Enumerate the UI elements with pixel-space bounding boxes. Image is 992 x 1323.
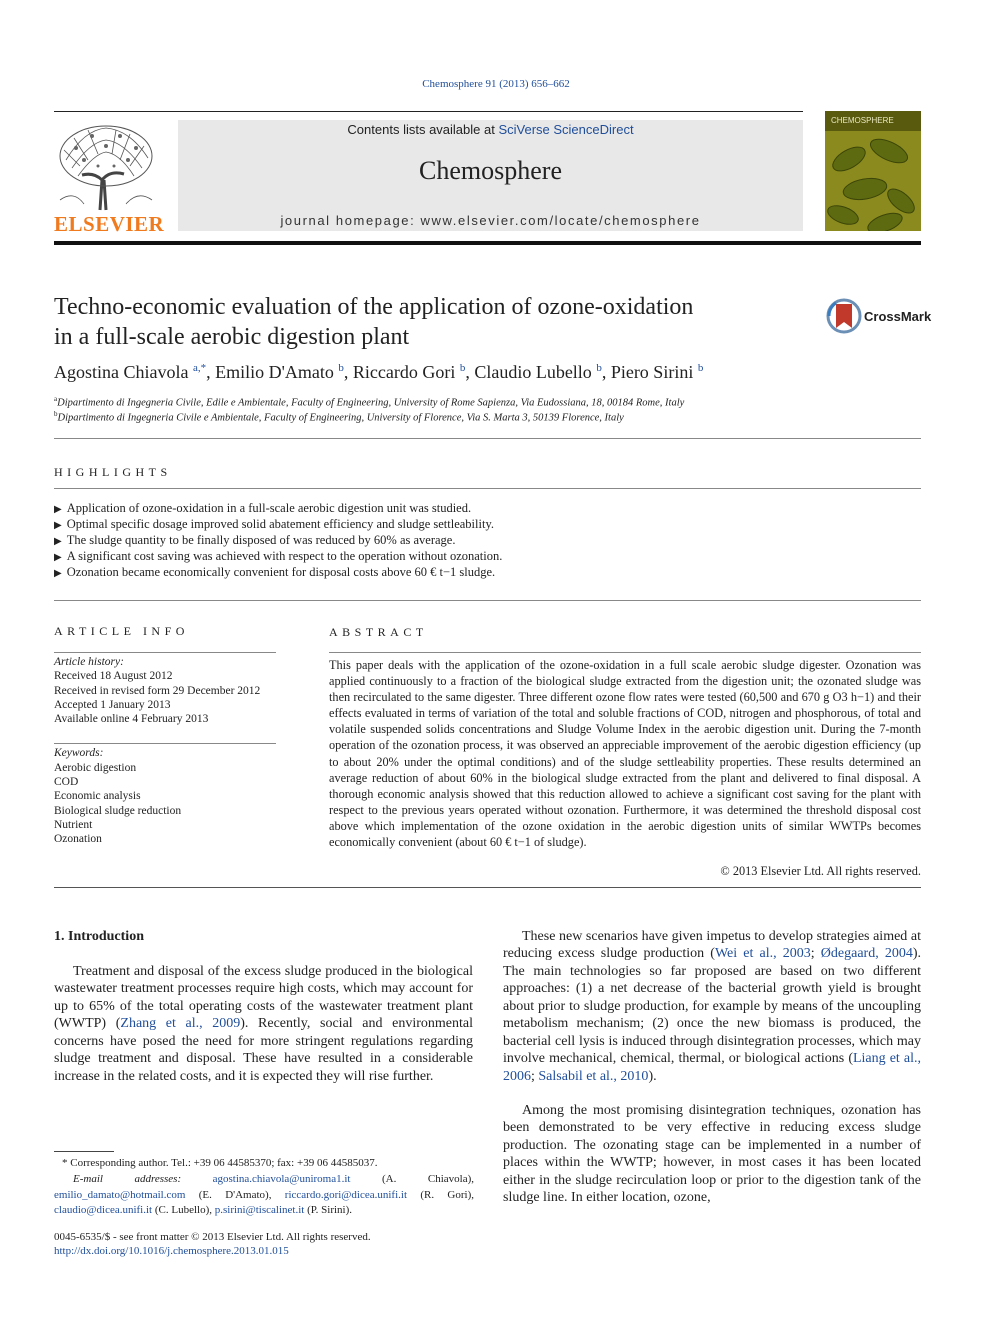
intro-text: ). [648, 1068, 657, 1084]
header-top-rule [54, 111, 803, 112]
contents-prefix: Contents lists available at [347, 122, 499, 137]
citation-link[interactable]: Ødegaard, 2004 [820, 946, 913, 962]
author-affil-mark[interactable]: b [459, 362, 466, 374]
affil-text: Dipartimento di Ingegneria Civile e Ambientale, Faculty of Engineering, University of Florence, Via S. Marta 3, 50139 Florence, Italy [57, 412, 624, 424]
email-link[interactable]: riccardo.gori@dicea.unifi.it [284, 1188, 408, 1201]
email-owner: (P. Sirini). [304, 1204, 353, 1217]
affiliation-b [54, 410, 624, 424]
journal-homepage [178, 213, 803, 228]
citation-link[interactable]: Liang et al., 2006 [503, 1051, 921, 1084]
homepage-link[interactable]: www.elsevier.com/locate/chemosphere [420, 213, 701, 228]
intro-text: ). Recently, social and environmental concerns have posed the need for more stringent regulations regarding sludge treatment and disposal. These have resulted in a considerable increase in the related costs, and it is expected they will rise further. [54, 1016, 473, 1084]
title-line-2: in a full-scale aerobic digestion plant [54, 324, 410, 350]
divider [54, 600, 921, 601]
intro-paragraph-2 [503, 928, 921, 1085]
highlight-item: ▶ Ozonation became economically convenient for disposal costs above 60 € t−1 sludge. [54, 565, 496, 579]
doi-link[interactable]: http://dx.doi.org/10.1016/j.chemosphere.2013.01.015 [54, 1245, 289, 1257]
intro-text: ). The main technologies so far proposed are based on two different approaches: (1) a net decrease of the bacterial growth yield is brought about prior to sludge production, for example by means of the uncoupling metabolism mechanism; (2) once the new biomass is produced, the bacterial cell lysis is induced through disintegration processes, which may involve mechanical, chemical, thermal, or biological actions ( [503, 946, 922, 1067]
homepage-prefix: journal homepage: [280, 213, 421, 228]
keywords-label: Keywords: [54, 747, 104, 759]
issn-line: 0045-6535/$ - see front matter © 2013 Elsevier Ltd. All rights reserved. [54, 1231, 371, 1243]
highlight-text: The sludge quantity to be finally disposed of was reduced by 60% as average. [66, 533, 456, 547]
elsevier-tree-logo [54, 120, 158, 212]
divider [329, 652, 921, 653]
header-bottom-rule [54, 241, 921, 245]
affiliation-a [54, 395, 684, 409]
keyword-item: Economic analysis [54, 790, 141, 802]
crossmark-icon[interactable] [826, 298, 862, 334]
divider [54, 743, 276, 744]
highlight-text: Ozonation became economically convenient for disposal costs above 60 € t−1 sludge. [66, 565, 496, 579]
history-label: Article history: [54, 656, 124, 668]
citation-link[interactable]: Zhang et al., 2009 [120, 1016, 241, 1032]
keyword-item: Biological sludge reduction [54, 805, 182, 817]
article-title [54, 292, 774, 352]
divider [54, 652, 276, 653]
highlight-item: ▶ Optimal specific dosage improved solid abatement efficiency and sludge settleability. [54, 517, 495, 531]
affil-text: Dipartimento di Ingegneria Civile, Edile e Ambientale, Faculty of Engineering, University of Rome Sapienza, Via Eudossiana, 18, 00184 Rome, Italy [57, 397, 685, 409]
keyword-item: COD [54, 776, 79, 788]
title-line-1: Techno-economic evaluation of the application of ozone-oxidation [54, 294, 694, 320]
email-link[interactable]: p.sirini@tiscalinet.it [214, 1204, 305, 1217]
section-heading-introduction: 1. Introduction [54, 929, 144, 944]
footnote-rule [54, 1151, 114, 1152]
intro-text: ; [531, 1068, 539, 1084]
affil-mark: b [54, 410, 58, 418]
highlight-text: Application of ozone-oxidation in a full-scale aerobic digestion unit was studied. [66, 501, 472, 515]
intro-text: Treatment and disposal of the excess sludge produced in the biological wastewater treatment processes require high costs, which may account for up to 65% of the total operating costs of the wastewater treatment plant (WWTP) ( [54, 964, 473, 1032]
author-name[interactable]: Agostina Chiavola [54, 362, 189, 382]
citation-link[interactable]: Wei et al., 2003 [714, 946, 811, 962]
elsevier-logo-text: ELSEVIER [54, 212, 165, 236]
highlights-heading: HIGHLIGHTS [54, 465, 172, 479]
keyword-item: Ozonation [54, 833, 102, 845]
highlight-text: Optimal specific dosage improved solid abatement efficiency and sludge settleability. [66, 517, 495, 531]
email-label: E-mail addresses: [73, 1173, 213, 1185]
crossmark-label[interactable]: CrossMark [864, 309, 932, 324]
email-link[interactable]: emilio_damato@hotmail.com [54, 1188, 186, 1201]
author-affil-mark[interactable]: b [338, 362, 344, 374]
author-affil-mark[interactable]: b [596, 362, 602, 374]
cover-title-text: CHEMOSPHERE [831, 116, 894, 125]
divider [54, 438, 921, 439]
author-name[interactable]: Piero Sirini [610, 362, 694, 382]
email-owner: (C. Lubello), [152, 1204, 215, 1217]
sciencedirect-link[interactable]: SciVerse ScienceDirect [498, 122, 634, 137]
author-affil-mark[interactable]: a,* [192, 362, 207, 374]
journal-name: Chemosphere [419, 156, 562, 185]
author-list: Agostina Chiavola $^{a,*}$, Emilio D'Amato $^b$, Riccardo Gori $^b$, Claudio Lubello $^b$, Piero Sirini $^b$ [54, 362, 704, 382]
history-item: Received 18 August 2012 [54, 670, 173, 682]
email-owner: (A. Chiavola), [350, 1173, 474, 1185]
email-owner: (E. D'Amato), [185, 1188, 285, 1201]
author-name[interactable]: Riccardo Gori [352, 362, 456, 382]
email-link[interactable]: agostina.chiavola@uniroma1.it [212, 1173, 351, 1185]
article-info-heading: ARTICLE INFO [54, 624, 189, 638]
history-item: Available online 4 February 2013 [54, 713, 209, 725]
history-item: Accepted 1 January 2013 [54, 699, 171, 711]
abstract-copyright: © 2013 Elsevier Ltd. All rights reserved. [720, 864, 921, 878]
contents-line [178, 122, 803, 137]
citation-link[interactable]: Salsabil et al., 2010 [538, 1068, 649, 1084]
highlight-text: A significant cost saving was achieved with respect to the operation without ozonation. [66, 549, 503, 563]
email-addresses [54, 1172, 474, 1219]
author-affil-mark[interactable]: b [697, 362, 704, 374]
highlight-item: ▶ A significant cost saving was achieved with respect to the operation without ozonation. [54, 549, 503, 563]
intro-paragraph-1 [54, 963, 473, 1085]
author-name[interactable]: Claudio Lubello [474, 362, 592, 382]
divider [54, 887, 921, 888]
keyword-item: Nutrient [54, 819, 93, 831]
highlight-item: ▶ The sludge quantity to be finally disposed of was reduced by 60% as average. [54, 533, 456, 547]
intro-paragraph-3: Among the most promising disintegration techniques, ozonation has been demonstrated to be very effective in reducing excess sludge production. The ozonating stage can be implemented in a number of places within the WWTP; however, in most cases it has been located either in the sludge recirculation loop or prior to the digestion tank of the sludge line. In either location, ozone, [503, 1103, 921, 1206]
email-owner: (R. Gori), [407, 1188, 474, 1201]
journal-citation[interactable]: Chemosphere 91 (2013) 656–662 [422, 78, 570, 90]
history-item: Received in revised form 29 December 2012 [54, 685, 261, 697]
highlight-item: ▶ Application of ozone-oxidation in a full-scale aerobic digestion unit was studied. [54, 501, 472, 515]
abstract-text: This paper deals with the application of the ozone-oxidation in a full scale aerobic sludge digester. Ozonation was applied continuously to a fraction of the biological sludge extracted from the digestion unit; the ozonated sludge was then recirculated to the same digester. Three different ozone flow rates were tested (60,500 and 670 g O3 h−1) and their effects evaluated in terms of variation of the total and soluble fractions of COD, nitrogen and phosphorous, of total and volatile suspended solids concentrations and Sludge Volume Index in the aerobic digestion unit. During the 7-month operation of the ozonation process, it was observed an appreciable improvement of the aerobic digestion efficiency (up to about 20% under the optimal conditions) and of the sludge settleability properties. These results determined an average reduction of about 60% in the biological sludge extracted from the plant and delivered to final disposal. A thorough economic analysis showed that this reduction allowed to achieve a significant cost saving for the plant with respect to the previous years operated without ozonation. Furthermore, it was determined the threshold disposal cost above which implementation of the ozone oxidation in the aerobic digestion units of similar WWTPs becomes economically convenient (about 60 € t−1 of sludge). [329, 658, 921, 850]
email-link[interactable]: claudio@dicea.unifi.it [54, 1204, 153, 1217]
corresponding-author-note: * Corresponding author. Tel.: +39 06 44585370; fax: +39 06 44585037. [62, 1157, 378, 1169]
affil-mark: a [54, 395, 58, 403]
divider [54, 488, 921, 489]
intro-text: ; [810, 946, 821, 962]
keyword-item: Aerobic digestion [54, 762, 137, 774]
journal-cover-thumbnail [825, 111, 921, 231]
intro-text: These new scenarios have given impetus to develop strategies aimed at reducing excess sludge production ( [503, 929, 921, 962]
author-name[interactable]: Emilio D'Amato [215, 362, 334, 382]
abstract-heading: ABSTRACT [329, 625, 428, 639]
